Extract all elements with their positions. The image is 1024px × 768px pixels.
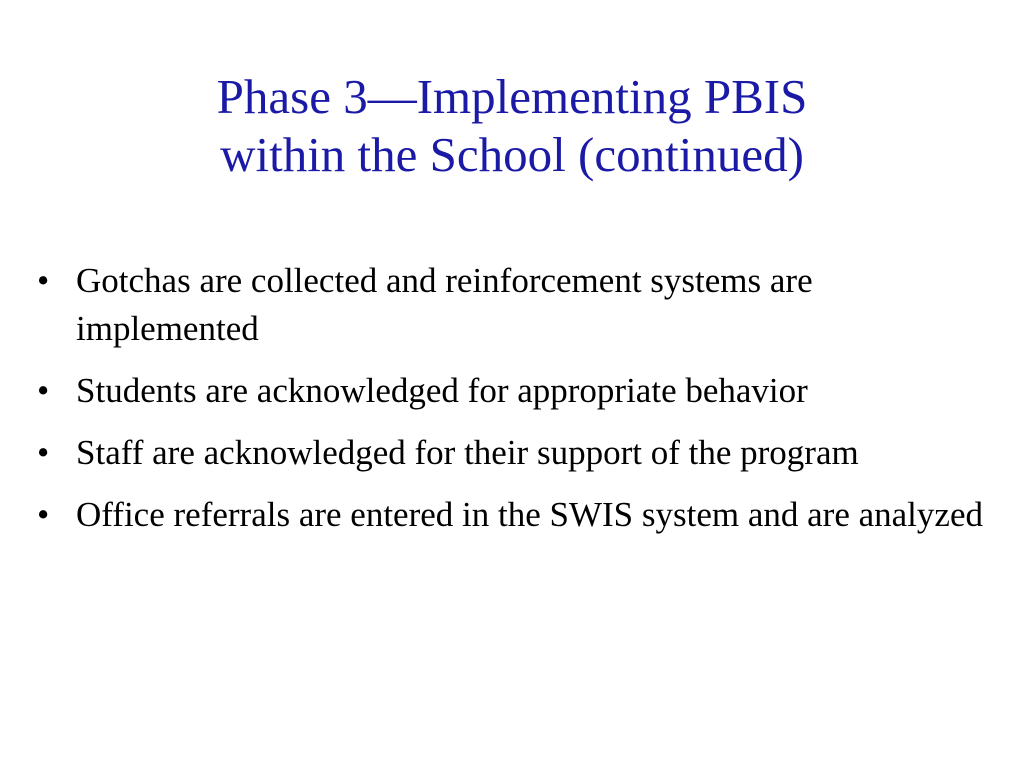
bullet-item	[0, 257, 996, 353]
bullet-text: Office referrals are entered in the SWIS system and are analyzed	[76, 495, 983, 534]
slide-title-line-2: within the School (continued)	[220, 127, 804, 182]
slide-title	[0, 68, 1024, 184]
bullet-text: Gotchas are collected and reinforcement systems are implemented	[76, 261, 813, 348]
bullet-dot: •	[37, 261, 50, 300]
bullet-text: Students are acknowledged for appropriate behavior	[76, 371, 808, 410]
bullet-dot: •	[37, 495, 50, 534]
bullet-dot: •	[37, 371, 50, 410]
bullet-item	[0, 491, 996, 539]
bullet-text: Staff are acknowledged for their support of the program	[76, 433, 859, 472]
bullet-item	[0, 367, 996, 415]
bullet-item	[0, 429, 996, 477]
bullet-list	[0, 257, 1024, 553]
bullet-dot: •	[37, 433, 50, 472]
slide-title-line-1: Phase 3—Implementing PBIS	[216, 69, 808, 124]
